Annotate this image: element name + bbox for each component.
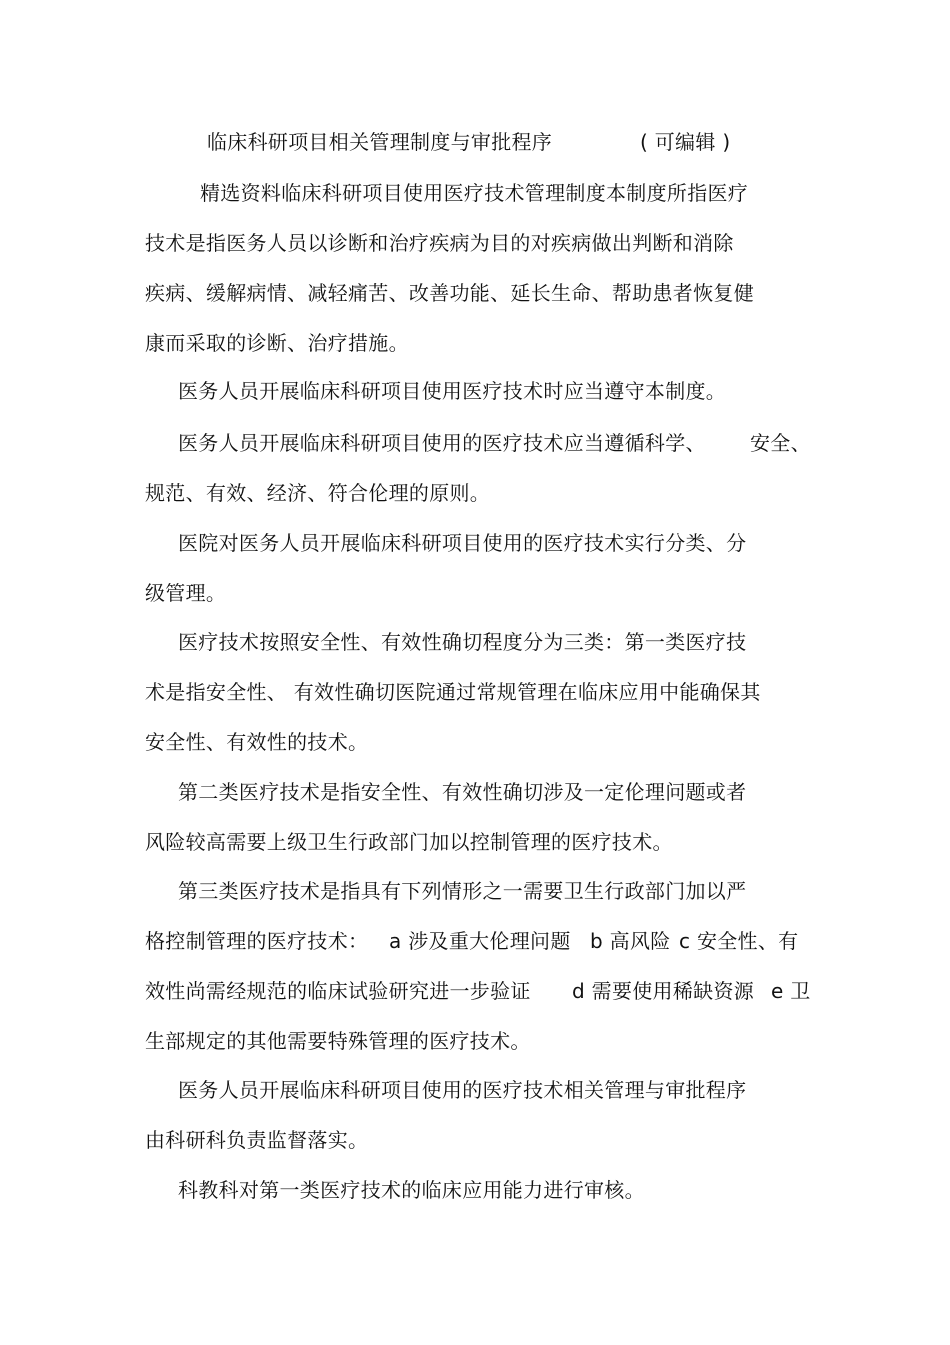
text-line: 级管理。 — [145, 581, 227, 605]
text-line: d 需要使用稀缺资源 — [572, 979, 755, 1003]
text-line: 第三类医疗技术是指具有下列情形之一需要卫生行政部门加以严 — [178, 879, 747, 903]
text-line: 医务人员开展临床科研项目使用的医疗技术应当遵循科学、 — [178, 431, 706, 455]
text-line: 术是指安全性、 有效性确切医院通过常规管理在临床应用中能确保其 — [145, 680, 761, 704]
text-line: 由科研科负责监督落实。 — [145, 1128, 369, 1152]
text-line: 规范、有效、经济、符合伦理的原则。 — [145, 481, 491, 505]
text-line: e 卫 — [771, 979, 811, 1003]
document-title: 临床科研项目相关管理制度与审批程序 — [207, 130, 553, 154]
text-line: 生部规定的其他需要特殊管理的医疗技术。 — [145, 1029, 531, 1053]
text-line: 医务人员开展临床科研项目使用的医疗技术相关管理与审批程序 — [178, 1078, 747, 1102]
text-line: 精选资料临床科研项目使用医疗技术管理制度本制度所指医疗 — [200, 181, 749, 205]
document-title-suffix: ( 可编辑 ) — [640, 130, 731, 154]
text-line: 效性尚需经规范的临床试验研究进一步验证 — [145, 979, 531, 1003]
text-line: c 安全性、有 — [679, 929, 799, 953]
text-line: 医务人员开展临床科研项目使用医疗技术时应当遵守本制度。 — [178, 379, 727, 403]
text-line: a 涉及重大伦理问题 — [389, 929, 571, 953]
text-line: b 高风险 — [590, 929, 671, 953]
text-line: 疾病、缓解病情、减轻痛苦、改善功能、延长生命、帮助患者恢复健 — [145, 281, 754, 305]
text-line: 安全、 — [750, 431, 811, 455]
text-line: 科教科对第一类医疗技术的临床应用能力进行审核。 — [178, 1178, 645, 1202]
text-line: 安全性、有效性的技术。 — [145, 730, 369, 754]
text-line: 医疗技术按照安全性、有效性确切程度分为三类：第一类医疗技 — [178, 630, 747, 654]
text-line: 医院对医务人员开展临床科研项目使用的医疗技术实行分类、分 — [178, 531, 747, 555]
text-line: 技术是指医务人员以诊断和治疗疾病为目的对疾病做出判断和消除 — [145, 231, 734, 255]
text-line: 第二类医疗技术是指安全性、有效性确切涉及一定伦理问题或者 — [178, 780, 747, 804]
text-line: 风险较高需要上级卫生行政部门加以控制管理的医疗技术。 — [145, 830, 673, 854]
text-line: 格控制管理的医疗技术： — [145, 929, 369, 953]
text-line: 康而采取的诊断、治疗措施。 — [145, 331, 409, 355]
